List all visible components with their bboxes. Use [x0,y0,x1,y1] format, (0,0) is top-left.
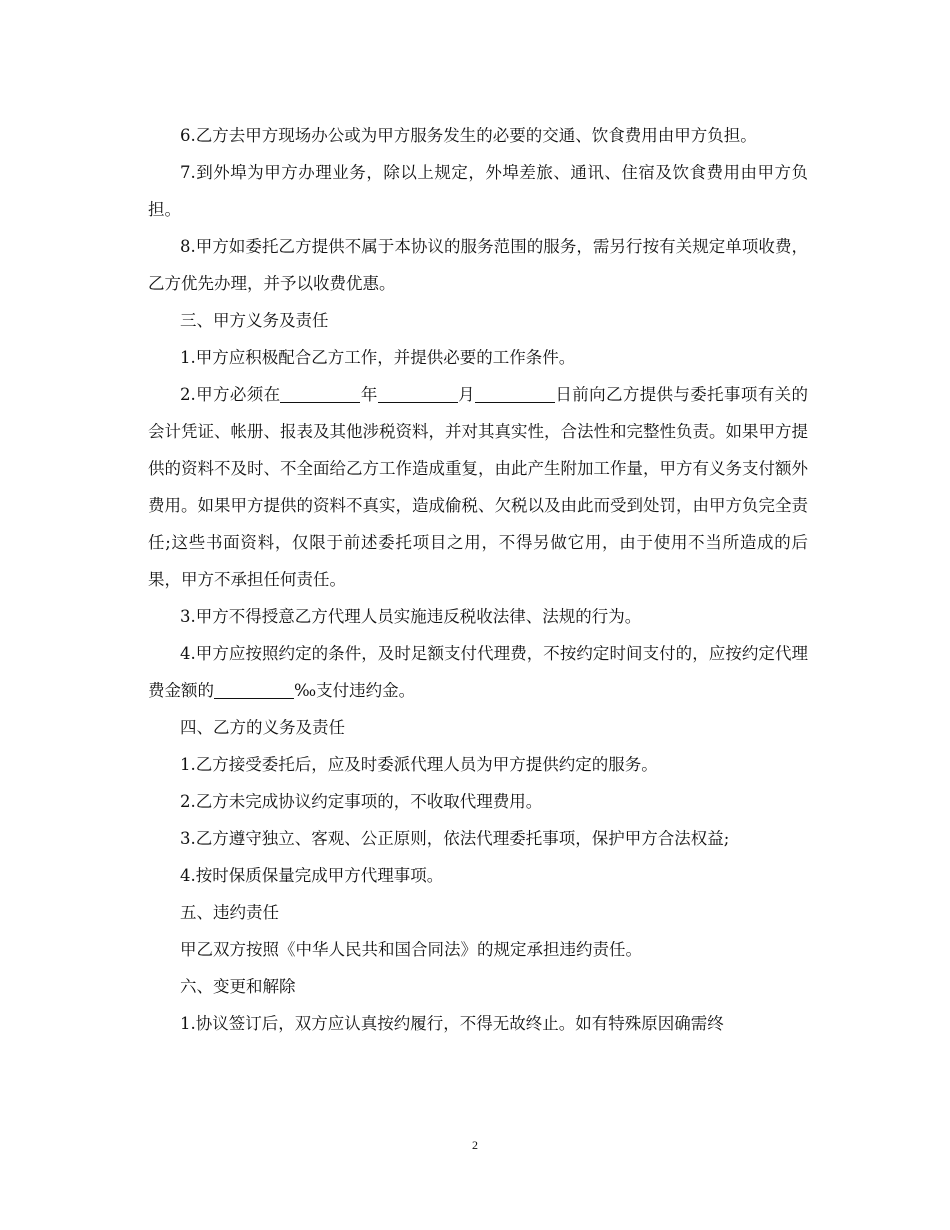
clause-4-2: 2.乙方未完成协议约定事项的，不收取代理费用。 [180,792,543,811]
blank-day [475,384,555,403]
clause-3-4-pre: 4.甲方应按照约定的条件，及时足额支付代理费，不按约定时间支付的，应按约定代理费金额的 [148,644,808,700]
clause-2-6: 6.乙方去甲方现场办公或为甲方服务发生的必要的交通、饮食费用由甲方负担。 [180,126,757,145]
clause-2-7: 7.到外埠为甲方办理业务，除以上规定，外埠差旅、通讯、住宿及饮食费用由甲方负担。 [148,163,808,219]
month-label: 月 [457,385,475,404]
year-label: 年 [360,385,378,404]
clause-3-1: 1.甲方应积极配合乙方工作，并提供必要的工作条件。 [180,348,576,367]
blank-year [280,384,360,403]
section-heading-5: 五、违约责任 [180,903,279,922]
clause-5-1: 甲乙双方按照《中华人民共和国合同法》的规定承担违约责任。 [180,940,642,959]
clause-4-3: 3.乙方遵守独立、客观、公正原则，依法代理委托事项，保护甲方合法权益; [180,829,730,848]
blank-month [378,384,458,403]
section-heading-6: 六、变更和解除 [180,977,296,996]
clause-3-3: 3.甲方不得授意乙方代理人员实施违反税收法律、法规的行为。 [180,607,642,626]
clause-3-4-post: ‰支付违约金。 [294,681,416,700]
clause-2-8: 8.甲方如委托乙方提供不属于本协议的服务范围的服务，需另行按有关规定单项收费，乙方优先办理，并予以收费优惠。 [148,237,808,293]
clause-3-4 [148,635,808,709]
section-heading-4: 四、乙方的义务及责任 [180,718,345,737]
page-number: 2 [472,1138,478,1152]
clause-3-2-pre: 2.甲方必须在 [180,385,281,404]
clause-4-4: 4.按时保质保量完成甲方代理事项。 [180,866,444,885]
clause-3-2 [148,376,808,598]
clause-6-1: 1.协议签订后，双方应认真按约履行，不得无故终止。如有特殊原因确需终 [180,1014,724,1033]
document-body [148,117,808,1042]
blank-penalty-rate [214,680,294,699]
section-heading-3: 三、甲方义务及责任 [180,311,329,330]
clause-4-1: 1.乙方接受委托后，应及时委派代理人员为甲方提供约定的服务。 [180,755,658,774]
clause-3-2-post: 日前向乙方提供与委托事项有关的会计凭证、帐册、报表及其他涉税资料，并对其真实性，合法性和完整性负责。如果甲方提供的资料不及时、不全面给乙方工作造成重复，由此产生附加工作量，甲方有义务支付额外费用。如果甲方提供的资料不真实，造成偷税、欠税以及由此而受到处罚，由甲方负完全责任;这些书面资料，仅限于前述委托项目之用，不得另做它用，由于使用不当所造成的后果，甲方不承担任何责任。 [148,385,809,589]
